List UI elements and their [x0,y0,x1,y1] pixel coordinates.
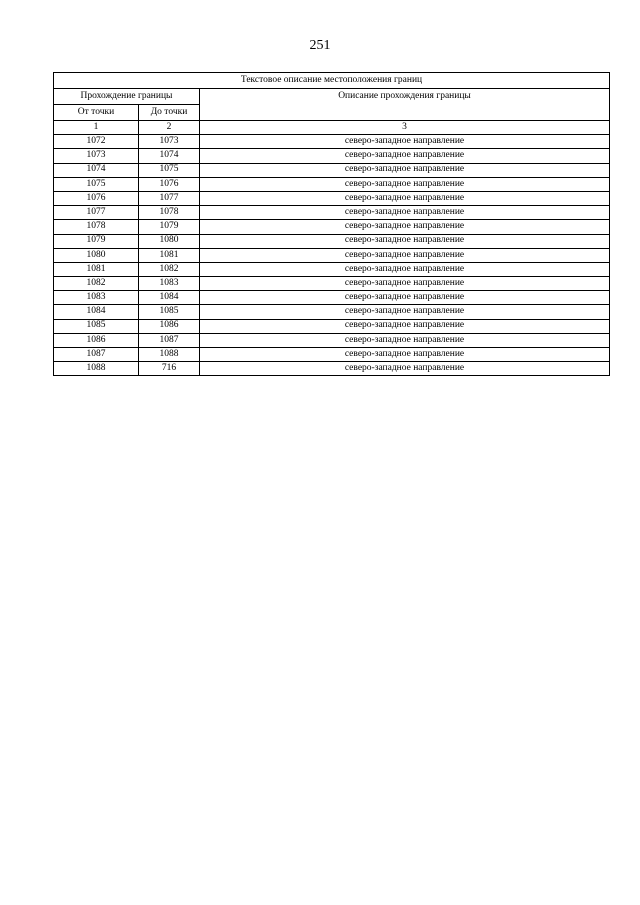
description-header: Описание прохождения границы [200,89,610,121]
table-row [54,220,610,234]
group-header: Прохождение границы [54,89,200,105]
from-point-cell: 1085 [54,319,139,333]
table-title-row [54,73,610,89]
table-row [54,163,610,177]
description-cell: северо-западное направление [200,291,610,305]
from-point-cell: 1083 [54,291,139,305]
from-point-cell: 1084 [54,305,139,319]
description-cell: северо-западное направление [200,277,610,291]
to-point-cell: 1080 [139,234,200,248]
table-row [54,206,610,220]
table-row [54,277,610,291]
description-cell: северо-западное направление [200,135,610,149]
description-cell: северо-западное направление [200,177,610,191]
description-cell: северо-западное направление [200,248,610,262]
from-point-cell: 1073 [54,149,139,163]
from-point-cell: 1072 [54,135,139,149]
column-number: 3 [200,121,610,135]
table-row [54,305,610,319]
table-row [54,362,610,376]
to-point-cell: 1079 [139,220,200,234]
description-cell: северо-западное направление [200,234,610,248]
table-row [54,177,610,191]
table-body [54,135,610,376]
table-row [54,291,610,305]
from-point-cell: 1075 [54,177,139,191]
from-point-cell: 1082 [54,277,139,291]
description-cell: северо-западное направление [200,149,610,163]
column-number-row [54,121,610,135]
to-point-cell: 716 [139,362,200,376]
to-point-cell: 1078 [139,206,200,220]
to-header: До точки [139,105,200,121]
to-point-cell: 1074 [139,149,200,163]
table-row [54,319,610,333]
to-point-cell: 1086 [139,319,200,333]
to-point-cell: 1077 [139,191,200,205]
description-cell: северо-западное направление [200,191,610,205]
description-cell: северо-западное направление [200,220,610,234]
to-point-cell: 1084 [139,291,200,305]
from-point-cell: 1074 [54,163,139,177]
to-point-cell: 1083 [139,277,200,291]
description-cell: северо-западное направление [200,262,610,276]
boundary-table [53,72,610,376]
table-row [54,348,610,362]
table-row [54,248,610,262]
from-point-cell: 1077 [54,206,139,220]
from-point-cell: 1081 [54,262,139,276]
page-number: 251 [309,38,331,53]
description-cell: северо-западное направление [200,348,610,362]
table-row [54,333,610,347]
table-row [54,262,610,276]
to-point-cell: 1087 [139,333,200,347]
table-row [54,149,610,163]
table-row [54,191,610,205]
description-cell: северо-западное направление [200,163,610,177]
table-row [54,135,610,149]
from-point-cell: 1086 [54,333,139,347]
from-header: От точки [54,105,139,121]
to-point-cell: 1075 [139,163,200,177]
to-point-cell: 1073 [139,135,200,149]
description-cell: северо-западное направление [200,333,610,347]
to-point-cell: 1076 [139,177,200,191]
table-header-row [54,89,610,105]
from-point-cell: 1088 [54,362,139,376]
from-point-cell: 1078 [54,220,139,234]
to-point-cell: 1082 [139,262,200,276]
description-cell: северо-западное направление [200,305,610,319]
table-row [54,234,610,248]
to-point-cell: 1081 [139,248,200,262]
from-point-cell: 1087 [54,348,139,362]
from-point-cell: 1080 [54,248,139,262]
description-cell: северо-западное направление [200,362,610,376]
column-number: 2 [139,121,200,135]
column-number: 1 [54,121,139,135]
from-point-cell: 1079 [54,234,139,248]
description-cell: северо-западное направление [200,319,610,333]
from-point-cell: 1076 [54,191,139,205]
to-point-cell: 1085 [139,305,200,319]
table-title: Текстовое описание местоположения границ [54,73,610,89]
to-point-cell: 1088 [139,348,200,362]
description-cell: северо-западное направление [200,206,610,220]
